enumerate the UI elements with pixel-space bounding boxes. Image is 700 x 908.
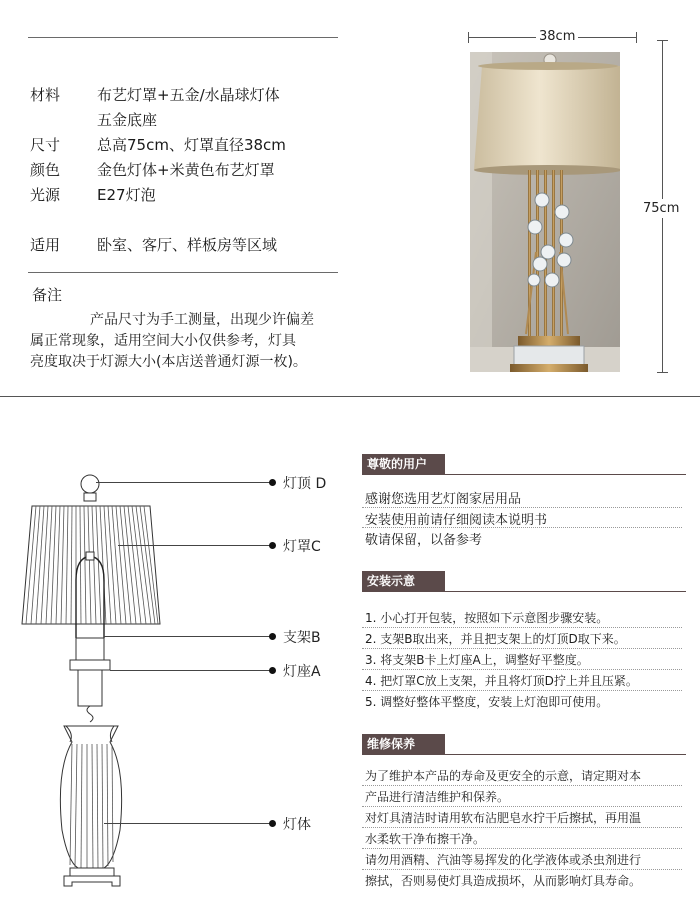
callout-dot-holder (269, 667, 276, 674)
install-divider-2 (362, 648, 682, 649)
callout-line-top (96, 482, 272, 483)
notes-line-3: 亮度取决于灯源大小(本店送普通灯源一枚)。 (30, 354, 307, 370)
section-divider (0, 396, 700, 397)
maintenance-divider-3 (362, 827, 682, 828)
product-photo (470, 52, 620, 372)
width-tick-right (636, 32, 637, 43)
install-divider-4 (362, 690, 682, 691)
callout-label-bracket: 支架B (283, 630, 321, 646)
height-dimension-label: 75cm (643, 201, 680, 216)
callout-dot-shade (269, 542, 276, 549)
lamp-diagram (14, 470, 174, 890)
greeting-line-1: 感谢您选用艺灯阁家居用品 (365, 492, 522, 507)
size-value: 总高75cm、灯罩直径38cm (97, 136, 286, 154)
greeting-section-title: 尊敬的用户 (362, 454, 445, 474)
light-source-value: E27灯泡 (97, 186, 156, 204)
light-source-label: 光源 (30, 186, 61, 204)
width-tick-left (468, 32, 469, 43)
install-step-3: 3. 将支架B卡上灯座A上，调整好平整度。 (365, 653, 589, 667)
install-step-5: 5. 调整好整体平整度，安装上灯泡即可使用。 (365, 695, 609, 709)
height-tick-bottom (657, 372, 668, 373)
maintenance-divider-1 (362, 785, 682, 786)
material-value: 布艺灯罩+五金/水晶球灯体 (97, 86, 280, 104)
install-divider-1 (362, 627, 682, 628)
install-step-2: 2. 支架B取出来，并且把支架上的灯顶D取下来。 (365, 632, 626, 646)
color-value: 金色灯体+米黄色布艺灯罩 (97, 161, 275, 179)
maintenance-line-2: 产品进行清洁维护和保养。 (365, 790, 510, 804)
callout-line-shade (118, 545, 272, 546)
usage-value: 卧室、客厅、样板房等区域 (97, 236, 278, 254)
maintenance-line-5: 请勿用酒精、汽油等易挥发的化学液体或杀虫剂进行 (365, 853, 642, 867)
top-rule (28, 37, 338, 38)
greeting-divider-1 (362, 507, 682, 508)
maintenance-divider-2 (362, 806, 682, 807)
maintenance-line-1: 为了维护本产品的寿命及更安全的示意，请定期对本 (365, 769, 642, 783)
height-tick-top (657, 40, 668, 41)
maintenance-section-rule (362, 754, 686, 755)
width-dimension-label: 38cm (536, 29, 578, 44)
install-section-rule (362, 591, 686, 592)
callout-line-body (104, 823, 272, 824)
install-divider-3 (362, 669, 682, 670)
maintenance-line-6: 擦拭，否则易使灯具造成损坏，从而影响灯具寿命。 (365, 874, 642, 888)
notes-line-2: 属正常现象，适用空间大小仅供参考，灯具 (30, 333, 296, 349)
material-value-2: 五金底座 (97, 111, 158, 129)
notes-rule (28, 272, 338, 273)
callout-dot-top (269, 479, 276, 486)
install-step-4: 4. 把灯罩C放上支架，并且将灯顶D拧上并且压紧。 (365, 674, 638, 688)
callout-label-holder: 灯座A (283, 664, 321, 680)
maintenance-line-4: 水柔软干净布擦干净。 (365, 832, 486, 846)
install-section-title: 安装示意 (362, 571, 445, 591)
callout-label-shade: 灯罩C (283, 539, 321, 555)
notes-text (30, 310, 338, 373)
size-label: 尺寸 (30, 136, 61, 154)
greeting-line-2: 安装使用前请仔细阅读本说明书 (365, 513, 548, 528)
callout-line-holder (110, 670, 272, 671)
callout-dot-body (269, 820, 276, 827)
maintenance-divider-5 (362, 869, 682, 870)
material-label: 材料 (30, 86, 61, 104)
notes-title: 备注 (32, 286, 63, 304)
usage-label: 适用 (30, 236, 61, 254)
maintenance-section-title: 维修保养 (362, 734, 445, 754)
greeting-section-rule (362, 474, 686, 475)
callout-dot-bracket (269, 633, 276, 640)
callout-line-bracket (104, 636, 272, 637)
greeting-divider-2 (362, 527, 682, 528)
greeting-line-3: 敬请保留，以备参考 (365, 533, 483, 548)
maintenance-divider-4 (362, 848, 682, 849)
install-step-1: 1. 小心打开包装，按照如下示意图步骤安装。 (365, 611, 609, 625)
color-label: 颜色 (30, 161, 61, 179)
callout-label-top: 灯顶 D (283, 476, 327, 492)
maintenance-line-3: 对灯具清洁时请用软布沾肥皂水拧干后擦拭，再用温 (365, 811, 642, 825)
callout-label-body: 灯体 (283, 817, 311, 833)
notes-line-1: 产品尺寸为手工测量，出现少许偏差 (90, 312, 314, 328)
